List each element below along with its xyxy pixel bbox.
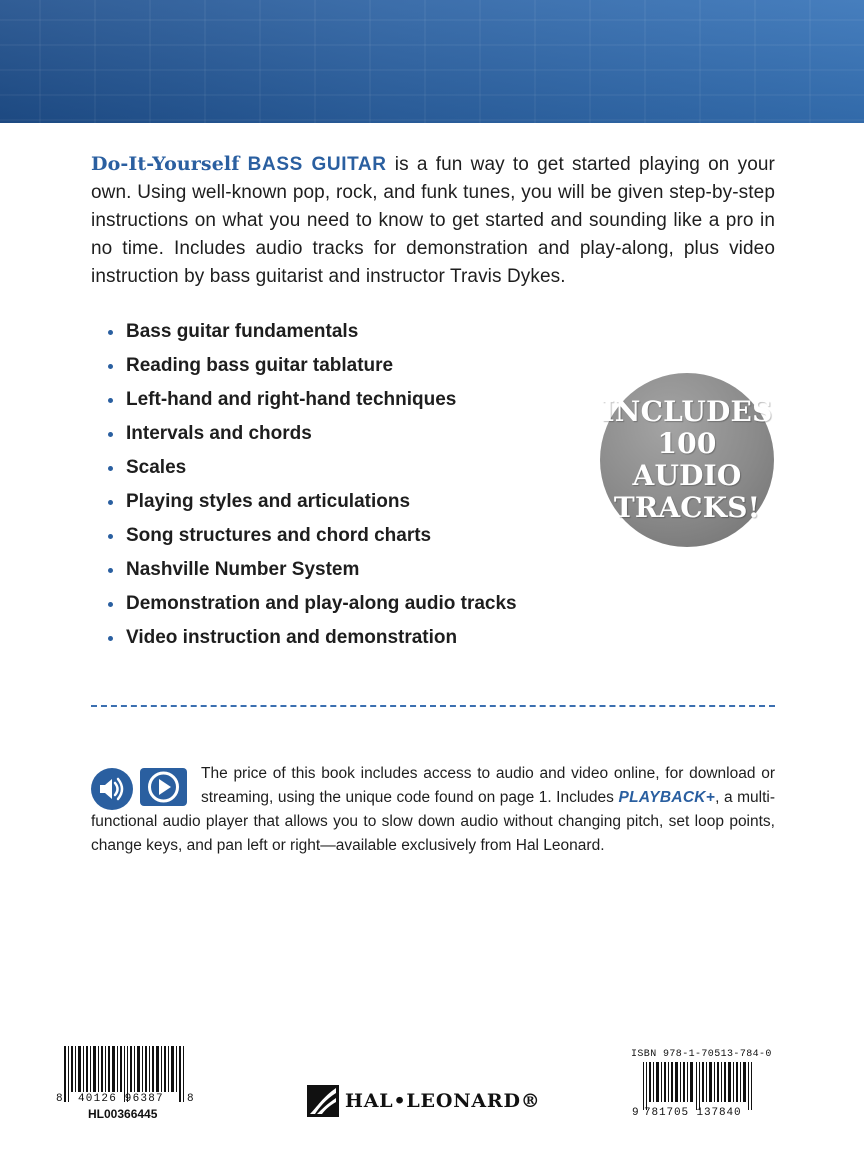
bullet-icon bbox=[108, 466, 113, 471]
bullet-icon bbox=[108, 636, 113, 641]
audio-tracks-badge bbox=[600, 373, 774, 547]
list-item: Left-hand and right-hand techniques bbox=[108, 384, 517, 418]
list-item: Song structures and chord charts bbox=[108, 520, 517, 554]
badge-line-2: 100 AUDIO bbox=[632, 427, 742, 492]
series-name: Do-It-Yourself bbox=[91, 153, 240, 175]
isbn-digits: 781705 137840 bbox=[644, 1107, 742, 1119]
playback-brand: PLAYBACK+ bbox=[618, 789, 716, 806]
list-item: Video instruction and demonstration bbox=[108, 622, 517, 656]
bullet-icon bbox=[108, 500, 113, 505]
publisher-name: HAL•LEONARD® bbox=[345, 1090, 541, 1112]
badge-line-1: INCLUDES bbox=[601, 395, 773, 428]
bullet-icon bbox=[108, 568, 113, 573]
isbn-barcode-bars bbox=[640, 1062, 765, 1112]
hal-leonard-mark-icon bbox=[307, 1085, 339, 1117]
bullet-icon bbox=[108, 364, 113, 369]
isbn-label: ISBN 978-1-70513-784-0 bbox=[631, 1049, 772, 1060]
access-text-before: The price of this book includes access to audio and video online, for download or streaming, using the unique code found on page 1. Includes bbox=[201, 765, 775, 806]
list-item: Playing styles and articulations bbox=[108, 486, 517, 520]
upc-lead-digit: 8 bbox=[56, 1093, 63, 1105]
upc-trail-digit: 8 bbox=[187, 1093, 194, 1105]
grid-pattern bbox=[0, 0, 864, 123]
item-code: HL00366445 bbox=[88, 1107, 158, 1121]
access-text-after: , a multi-functional audio player that allows you to slow down audio without changing pitch, set loop points, change keys, and pan left or right—available exclusively from Hal Leonard. bbox=[91, 789, 775, 854]
dashed-divider bbox=[91, 705, 775, 707]
bullet-icon bbox=[108, 534, 113, 539]
badge-line-3: TRACKS! bbox=[613, 491, 761, 524]
list-item: Intervals and chords bbox=[108, 418, 517, 452]
list-item: Scales bbox=[108, 452, 517, 486]
list-item: Demonstration and play-along audio tracks bbox=[108, 588, 517, 622]
intro-paragraph bbox=[91, 150, 775, 291]
access-paragraph bbox=[91, 762, 775, 858]
intro-text: is a fun way to get started playing on your own. Using well-known pop, rock, and funk tunes, you will be given step-by-step instructions on what you need to know to get started and sounding like a pro in no time. Includes audio tracks for demonstration and play-along, plus video instruction by bass guitarist and instructor Travis Dykes. bbox=[91, 154, 775, 287]
bullet-icon bbox=[108, 398, 113, 403]
feature-list bbox=[108, 316, 517, 656]
book-name: BASS GUITAR bbox=[247, 154, 387, 175]
bullet-icon bbox=[108, 432, 113, 437]
list-item: Reading bass guitar tablature bbox=[108, 350, 517, 384]
bullet-icon bbox=[108, 330, 113, 335]
upc-digits: 40126 96387 bbox=[78, 1093, 164, 1105]
isbn-lead-digit: 9 bbox=[632, 1107, 639, 1119]
list-item: Nashville Number System bbox=[108, 554, 517, 588]
publisher-logo bbox=[307, 1085, 541, 1117]
bullet-icon bbox=[108, 602, 113, 607]
list-item: Bass guitar fundamentals bbox=[108, 316, 517, 350]
header-band bbox=[0, 0, 864, 123]
